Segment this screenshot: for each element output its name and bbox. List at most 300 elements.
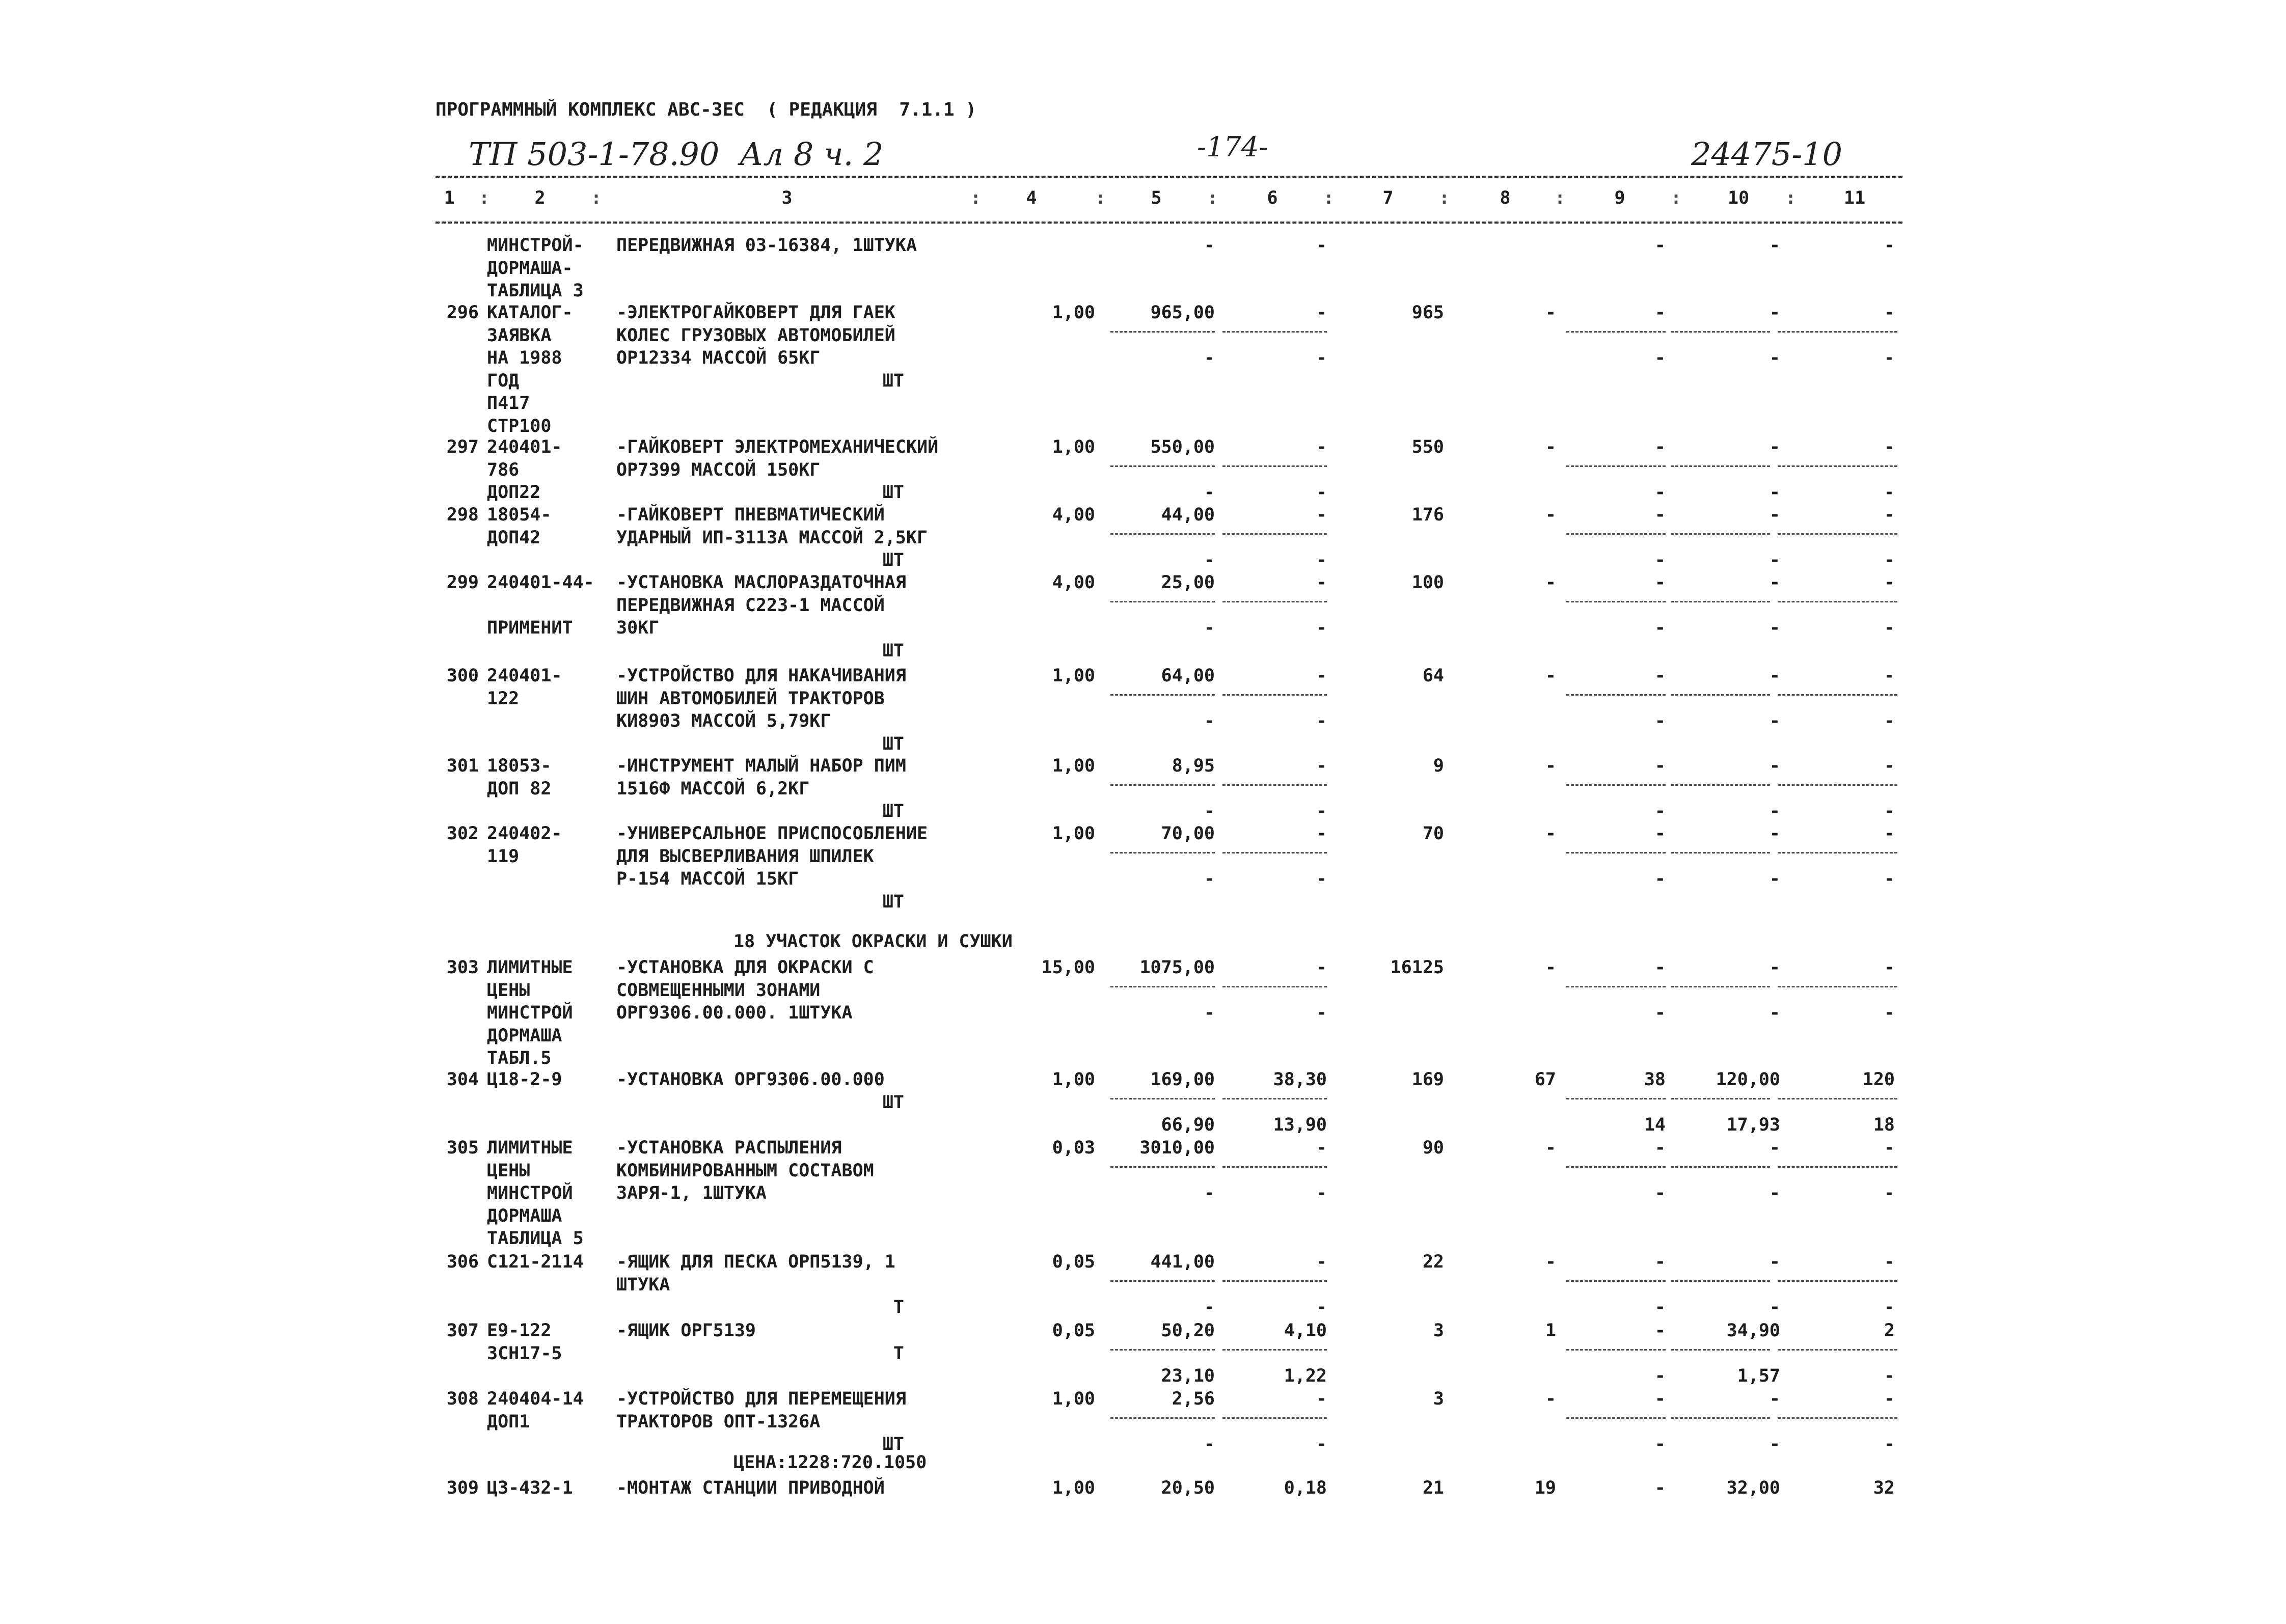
col-header-11: 11	[1844, 188, 1866, 208]
row-code: МИНСТРОЙ-	[487, 235, 584, 256]
row-c11: -	[1884, 823, 1895, 844]
row-description: 30КГ	[616, 618, 660, 638]
row-p6: -	[1316, 957, 1327, 978]
row-sub-c9: -	[1654, 869, 1666, 889]
subtotal-rule	[1671, 1349, 1770, 1351]
row-price: 8,95	[1172, 756, 1215, 776]
row-sub-c9: -	[1654, 550, 1666, 570]
row-c8: -	[1545, 666, 1556, 686]
subtotal-rule	[1778, 601, 1897, 602]
row-sub-p6: -	[1316, 1297, 1327, 1317]
row-qty: 1,00	[1052, 1069, 1095, 1090]
row-total: 3	[1433, 1389, 1444, 1409]
row-c11: -	[1884, 437, 1895, 457]
subtotal-rule	[1110, 331, 1215, 333]
row-c9: -	[1654, 1320, 1666, 1341]
row-price: 2,56	[1172, 1389, 1215, 1409]
row-sub-p6: -	[1316, 801, 1327, 821]
row-code: ТАБЛИЦА 5	[487, 1228, 584, 1249]
subtotal-rule	[1566, 1280, 1666, 1282]
row-code: Ц18-2-9	[487, 1069, 562, 1090]
row-code: ТАБЛ.5	[487, 1048, 552, 1068]
row-code: ЗСН17-5	[487, 1343, 562, 1364]
row-sub-c10: -	[1769, 869, 1780, 889]
subtotal-rule	[1671, 601, 1770, 602]
row-sub-price: 23,10	[1161, 1366, 1215, 1386]
row-sub-p6: 13,90	[1273, 1115, 1327, 1135]
col-sep: :	[1555, 188, 1566, 208]
row-p6: -	[1316, 302, 1327, 323]
row-description: ЗАРЯ-1, 1ШТУКА	[616, 1183, 767, 1203]
row-description: -УСТАНОВКА РАСПЫЛЕНИЯ	[616, 1138, 842, 1158]
row-sub-c9: 14	[1644, 1115, 1666, 1135]
subtotal-rule	[1778, 533, 1897, 535]
row-sub-price: -	[1204, 1297, 1215, 1317]
subtotal-rule	[1222, 1166, 1327, 1168]
row-p6: -	[1316, 666, 1327, 686]
row-code: 240402-	[487, 823, 562, 844]
row-total: 965	[1411, 302, 1444, 323]
row-c8: -	[1545, 572, 1556, 593]
row-description: -ГАЙКОВЕРТ ЭЛЕКТРОМЕХАНИЧЕСКИЙ	[616, 437, 939, 457]
subtotal-rule	[1671, 1280, 1770, 1282]
row-qty: 0,05	[1052, 1320, 1095, 1341]
row-total: 100	[1411, 572, 1444, 593]
row-price: 169,00	[1150, 1069, 1215, 1090]
row-c9: -	[1654, 1478, 1666, 1498]
row-code: 240401-	[487, 437, 562, 457]
subtotal-rule	[1566, 533, 1666, 535]
row-code: ДОП1	[487, 1411, 530, 1432]
row-code: ТАБЛИЦА 3	[487, 281, 584, 301]
row-description: ПЕРЕДВИЖНАЯ 03-16384, 1ШТУКА	[616, 235, 917, 256]
subtotal-rule	[1778, 694, 1897, 696]
col-header-5: 5	[1151, 188, 1162, 208]
col-sep: :	[1095, 188, 1106, 208]
row-price: 3010,00	[1139, 1138, 1215, 1158]
row-sub-c10: -	[1769, 801, 1780, 821]
row-unit: ШТ	[882, 733, 904, 754]
row-c9: -	[1654, 823, 1666, 844]
row-description: -ГАЙКОВЕРТ ПНЕВМАТИЧЕСКИЙ	[616, 505, 885, 525]
row-qty: 4,00	[1052, 572, 1095, 593]
row-description: ОРГ9306.00.000. 1ШТУКА	[616, 1003, 853, 1023]
row-code: ДОРМАША	[487, 1025, 562, 1046]
row-unit: ШТ	[882, 1434, 904, 1454]
row-unit: ШТ	[882, 801, 904, 821]
row-sub-c9: -	[1654, 1297, 1666, 1317]
row-code: ДОП22	[487, 482, 541, 503]
subtotal-rule	[1778, 465, 1897, 467]
row-c8: -	[1545, 505, 1556, 525]
row-sub-c11: -	[1884, 1183, 1895, 1203]
subtotal-rule	[1778, 1349, 1897, 1351]
row-c10: -	[1769, 1138, 1780, 1158]
row-code: 786	[487, 459, 520, 480]
row-price: 44,00	[1161, 505, 1215, 525]
row-c8: 1	[1545, 1320, 1556, 1341]
row-code: ЗАЯВКА	[487, 325, 552, 346]
row-number: 309	[446, 1478, 479, 1498]
row-c8: -	[1545, 957, 1556, 978]
row-sub-c9: -	[1654, 711, 1666, 731]
row-sub-p6: -	[1316, 1003, 1327, 1023]
row-p6: -	[1316, 1389, 1327, 1409]
row-code: ДОРМАША	[487, 1205, 562, 1226]
subtotal-rule	[1110, 694, 1215, 696]
row-number: 300	[446, 666, 479, 686]
row-c8: -	[1545, 823, 1556, 844]
row-sub-p6: 1,22	[1284, 1366, 1327, 1386]
col-header-3: 3	[781, 188, 793, 208]
subtotal-rule	[1566, 331, 1666, 333]
row-c10: -	[1769, 1389, 1780, 1409]
row-number: 302	[446, 823, 479, 844]
row-sub-c10: -	[1769, 1297, 1780, 1317]
row-code: 240404-14	[487, 1389, 584, 1409]
col-sep: :	[1323, 188, 1335, 208]
subtotal-rule	[1566, 1098, 1666, 1099]
doc-number: 24475-10	[1691, 135, 1843, 173]
row-sub-price: -	[1204, 550, 1215, 570]
subtotal-rule	[1222, 601, 1327, 602]
row-total: 9	[1433, 756, 1444, 776]
subtotal-rule	[1566, 784, 1666, 786]
price-note: ЦЕНА:1228:720.1050	[733, 1452, 927, 1473]
row-qty: 1,00	[1052, 1389, 1095, 1409]
subtotal-rule	[1566, 852, 1666, 854]
row-description: КИ8903 МАССОЙ 5,79КГ	[616, 711, 831, 731]
row-c9: -	[1654, 1389, 1666, 1409]
row-p6: -	[1316, 505, 1327, 525]
col-sep: :	[591, 188, 602, 208]
row-qty: 1,00	[1052, 437, 1095, 457]
row-description: -ЭЛЕКТРОГАЙКОВЕРТ ДЛЯ ГАЕК	[616, 302, 895, 323]
row-qty: 1,00	[1052, 756, 1095, 776]
row-description: 1516Ф МАССОЙ 6,2КГ	[616, 778, 810, 799]
subtotal-rule	[1566, 986, 1666, 987]
col-header-2: 2	[534, 188, 546, 208]
row-sub-c11: -	[1884, 801, 1895, 821]
row-sub-p6: -	[1316, 1183, 1327, 1203]
row-description: -УСТРОЙСТВО ДЛЯ ПЕРЕМЕЩЕНИЯ	[616, 1389, 906, 1409]
header-rule-top	[436, 176, 1902, 178]
row-code: МИНСТРОЙ	[487, 1003, 573, 1023]
row-description: ОР12334 МАССОЙ 65КГ	[616, 348, 821, 368]
subtotal-rule	[1110, 1166, 1215, 1168]
row-description: СОВМЕЩЕННЫМИ ЗОНАМИ	[616, 980, 821, 1001]
subtotal-rule	[1222, 784, 1327, 786]
subtotal-rule	[1566, 601, 1666, 602]
subtotal-rule	[1778, 1280, 1897, 1282]
row-description: ПЕРЕДВИЖНАЯ С223-1 МАССОЙ	[616, 595, 885, 616]
row-c10: 120,00	[1716, 1069, 1780, 1090]
row-c10: -	[1769, 666, 1780, 686]
row-code: 18054-	[487, 505, 552, 525]
row-price: 441,00	[1150, 1252, 1215, 1272]
row-c11: -	[1884, 572, 1895, 593]
row-description: ШТУКА	[616, 1274, 670, 1295]
row-description: КОМБИНИРОВАННЫМ СОСТАВОМ	[616, 1160, 874, 1181]
row-description: УДАРНЫЙ ИП-3113А МАССОЙ 2,5КГ	[616, 527, 928, 548]
row-p6: -	[1316, 437, 1327, 457]
row-c9: -	[1654, 302, 1666, 323]
subtotal-rule	[1222, 986, 1327, 987]
row-c9: -	[1654, 437, 1666, 457]
subtotal-rule	[1671, 694, 1770, 696]
row-sub-price: -	[1204, 1183, 1215, 1203]
col-sep: :	[970, 188, 982, 208]
subtotal-rule	[1566, 1166, 1666, 1168]
row-c9: 38	[1644, 1069, 1666, 1090]
row-number: 306	[446, 1252, 479, 1272]
row-c11: 2	[1884, 1320, 1895, 1341]
row-sub-c10: -	[1769, 348, 1780, 368]
subtotal-rule	[1778, 852, 1897, 854]
col-sep: :	[1439, 188, 1450, 208]
row-c8: 19	[1534, 1478, 1556, 1498]
col-header-10: 10	[1728, 188, 1750, 208]
row-c9: -	[1654, 756, 1666, 776]
subtotal-rule	[1222, 533, 1327, 535]
row-code: С121-2114	[487, 1252, 584, 1272]
row-price: 70,00	[1161, 823, 1215, 844]
row-sub-c10: -	[1769, 550, 1780, 570]
subtotal-rule	[1110, 852, 1215, 854]
row-code: 119	[487, 846, 520, 867]
subtotal-rule	[1110, 1349, 1215, 1351]
row-description: ОР7399 МАССОЙ 150КГ	[616, 459, 821, 480]
row-c9: -	[1654, 235, 1666, 256]
row-code: ЦЕНЫ	[487, 980, 530, 1001]
row-c10: -	[1769, 437, 1780, 457]
row-code: 18053-	[487, 756, 552, 776]
row-price: 550,00	[1150, 437, 1215, 457]
row-p6: 38,30	[1273, 1069, 1327, 1090]
doc-code: ТП 503-1-78.90 Ал 8 ч. 2	[469, 135, 884, 173]
row-total: 21	[1422, 1478, 1444, 1498]
row-sub-c9: -	[1654, 1183, 1666, 1203]
row-sub-price: -	[1204, 348, 1215, 368]
row-c11: -	[1884, 756, 1895, 776]
header-rule-bottom	[436, 222, 1902, 224]
subtotal-rule	[1222, 1280, 1327, 1282]
row-code: МИНСТРОЙ	[487, 1183, 573, 1203]
row-description: -УСТРОЙСТВО ДЛЯ НАКАЧИВАНИЯ	[616, 666, 906, 686]
row-c11: -	[1884, 957, 1895, 978]
row-sub-p6: -	[1316, 482, 1327, 503]
row-unit: ШТ	[882, 370, 904, 391]
row-number: 299	[446, 572, 479, 593]
row-description: -ЯЩИК ОРГ5139	[616, 1320, 756, 1341]
subtotal-rule	[1778, 986, 1897, 987]
row-unit: ШТ	[882, 482, 904, 503]
row-sub-c9: -	[1654, 1003, 1666, 1023]
subtotal-rule	[1671, 986, 1770, 987]
col-sep: :	[1207, 188, 1218, 208]
row-sub-c10: -	[1769, 618, 1780, 638]
row-c11: -	[1884, 1252, 1895, 1272]
row-total: 16125	[1390, 957, 1444, 978]
row-c8: -	[1545, 1389, 1556, 1409]
row-unit: Т	[893, 1343, 904, 1364]
row-p6: -	[1316, 572, 1327, 593]
row-description: -УНИВЕРСАЛЬНОЕ ПРИСПОСОБЛЕНИЕ	[616, 823, 928, 844]
row-description: -УСТАНОВКА ОРГ9306.00.000	[616, 1069, 885, 1090]
row-sub-price: 66,90	[1161, 1115, 1215, 1135]
row-c10: 34,90	[1726, 1320, 1780, 1341]
row-p6: 0,18	[1284, 1478, 1327, 1498]
row-c11: -	[1884, 666, 1895, 686]
row-c10: 32,00	[1726, 1478, 1780, 1498]
row-sub-p6: -	[1316, 348, 1327, 368]
row-c10: -	[1769, 302, 1780, 323]
subtotal-rule	[1778, 331, 1897, 333]
row-description: Р-154 МАССОЙ 15КГ	[616, 869, 799, 889]
row-qty: 0,05	[1052, 1252, 1095, 1272]
row-c10: -	[1769, 957, 1780, 978]
row-c8: -	[1545, 437, 1556, 457]
subtotal-rule	[1222, 1098, 1327, 1099]
row-sub-price: -	[1204, 869, 1215, 889]
subtotal-rule	[1566, 1349, 1666, 1351]
subtotal-rule	[1110, 986, 1215, 987]
row-price: -	[1204, 235, 1215, 256]
subtotal-rule	[1671, 331, 1770, 333]
row-c9: -	[1654, 1252, 1666, 1272]
row-total: 70	[1422, 823, 1444, 844]
row-c10: -	[1769, 1252, 1780, 1272]
row-code: ДОРМАША-	[487, 258, 573, 279]
page-number: -174-	[1197, 131, 1268, 163]
row-code: 240401-	[487, 666, 562, 686]
row-c10: -	[1769, 756, 1780, 776]
row-sub-p6: -	[1316, 711, 1327, 731]
row-sub-p6: -	[1316, 550, 1327, 570]
row-total: 3	[1433, 1320, 1444, 1341]
row-number: 308	[446, 1389, 479, 1409]
row-number: 303	[446, 957, 479, 978]
row-code: ГОД	[487, 370, 520, 391]
row-description: КОЛЕС ГРУЗОВЫХ АВТОМОБИЛЕЙ	[616, 325, 895, 346]
row-unit: ШТ	[882, 1092, 904, 1113]
row-unit: ШТ	[882, 640, 904, 661]
row-code: ПРИМЕНИТ	[487, 618, 573, 638]
subtotal-rule	[1110, 784, 1215, 786]
row-c11: -	[1884, 505, 1895, 525]
subtotal-rule	[1222, 694, 1327, 696]
row-sub-p6: -	[1316, 869, 1327, 889]
row-total: 90	[1422, 1138, 1444, 1158]
row-sub-price: -	[1204, 1003, 1215, 1023]
row-sub-price: -	[1204, 1434, 1215, 1454]
row-price: 20,50	[1161, 1478, 1215, 1498]
row-c11: -	[1884, 1389, 1895, 1409]
subtotal-rule	[1671, 784, 1770, 786]
subtotal-rule	[1671, 465, 1770, 467]
subtotal-rule	[1671, 533, 1770, 535]
row-code: П417	[487, 393, 530, 414]
row-code: НА 1988	[487, 348, 562, 368]
row-c8: -	[1545, 1252, 1556, 1272]
row-sub-c11: -	[1884, 482, 1895, 503]
row-sub-c11: 18	[1873, 1115, 1895, 1135]
row-c8: -	[1545, 756, 1556, 776]
row-c10: -	[1769, 235, 1780, 256]
row-description: ШИН АВТОМОБИЛЕЙ ТРАКТОРОВ	[616, 688, 885, 709]
row-qty: 4,00	[1052, 505, 1095, 525]
row-sub-price: -	[1204, 801, 1215, 821]
row-number: 304	[446, 1069, 479, 1090]
row-c11: -	[1884, 1138, 1895, 1158]
subtotal-rule	[1671, 852, 1770, 854]
row-sub-c11: -	[1884, 348, 1895, 368]
row-number: 297	[446, 437, 479, 457]
subtotal-rule	[1671, 1417, 1770, 1419]
row-sub-c11: -	[1884, 711, 1895, 731]
subtotal-rule	[1671, 1098, 1770, 1099]
row-code: ЛИМИТНЫЕ	[487, 957, 573, 978]
subtotal-rule	[1566, 1417, 1666, 1419]
row-p6: -	[1316, 756, 1327, 776]
row-sub-c11: -	[1884, 618, 1895, 638]
subtotal-rule	[1778, 784, 1897, 786]
row-number: 305	[446, 1138, 479, 1158]
col-sep: :	[1671, 188, 1682, 208]
row-total: 176	[1411, 505, 1444, 525]
row-description: -УСТАНОВКА МАСЛОРАЗДАТОЧНАЯ	[616, 572, 906, 593]
row-p6: -	[1316, 823, 1327, 844]
col-sep: :	[479, 188, 490, 208]
subtotal-rule	[1222, 331, 1327, 333]
row-sub-c9: -	[1654, 1366, 1666, 1386]
row-p6: -	[1316, 235, 1327, 256]
col-header-6: 6	[1267, 188, 1278, 208]
row-price: 25,00	[1161, 572, 1215, 593]
subtotal-rule	[1222, 1349, 1327, 1351]
row-unit: Т	[893, 1297, 904, 1317]
subtotal-rule	[1110, 1280, 1215, 1282]
row-sub-c10: 1,57	[1737, 1366, 1780, 1386]
subtotal-rule	[1110, 465, 1215, 467]
row-sub-price: -	[1204, 482, 1215, 503]
subtotal-rule	[1110, 533, 1215, 535]
subtotal-rule	[1778, 1417, 1897, 1419]
row-sub-c11: -	[1884, 1297, 1895, 1317]
col-header-4: 4	[1026, 188, 1037, 208]
row-price: 64,00	[1161, 666, 1215, 686]
row-code: СТР100	[487, 416, 552, 436]
subtotal-rule	[1110, 1098, 1215, 1099]
row-total: 550	[1411, 437, 1444, 457]
row-sub-c11: -	[1884, 1366, 1895, 1386]
row-sub-c9: -	[1654, 618, 1666, 638]
row-number: 296	[446, 302, 479, 323]
row-code: Ц3-432-1	[487, 1478, 573, 1498]
row-c9: -	[1654, 1138, 1666, 1158]
row-c8: -	[1545, 1138, 1556, 1158]
row-code: 240401-44-	[487, 572, 594, 593]
row-qty: 0,03	[1052, 1138, 1095, 1158]
row-sub-c10: -	[1769, 482, 1780, 503]
row-total: 64	[1422, 666, 1444, 686]
row-sub-c11: -	[1884, 1434, 1895, 1454]
subtotal-rule	[1222, 465, 1327, 467]
row-price: 50,20	[1161, 1320, 1215, 1341]
row-c10: -	[1769, 572, 1780, 593]
row-c10: -	[1769, 823, 1780, 844]
row-qty: 1,00	[1052, 666, 1095, 686]
